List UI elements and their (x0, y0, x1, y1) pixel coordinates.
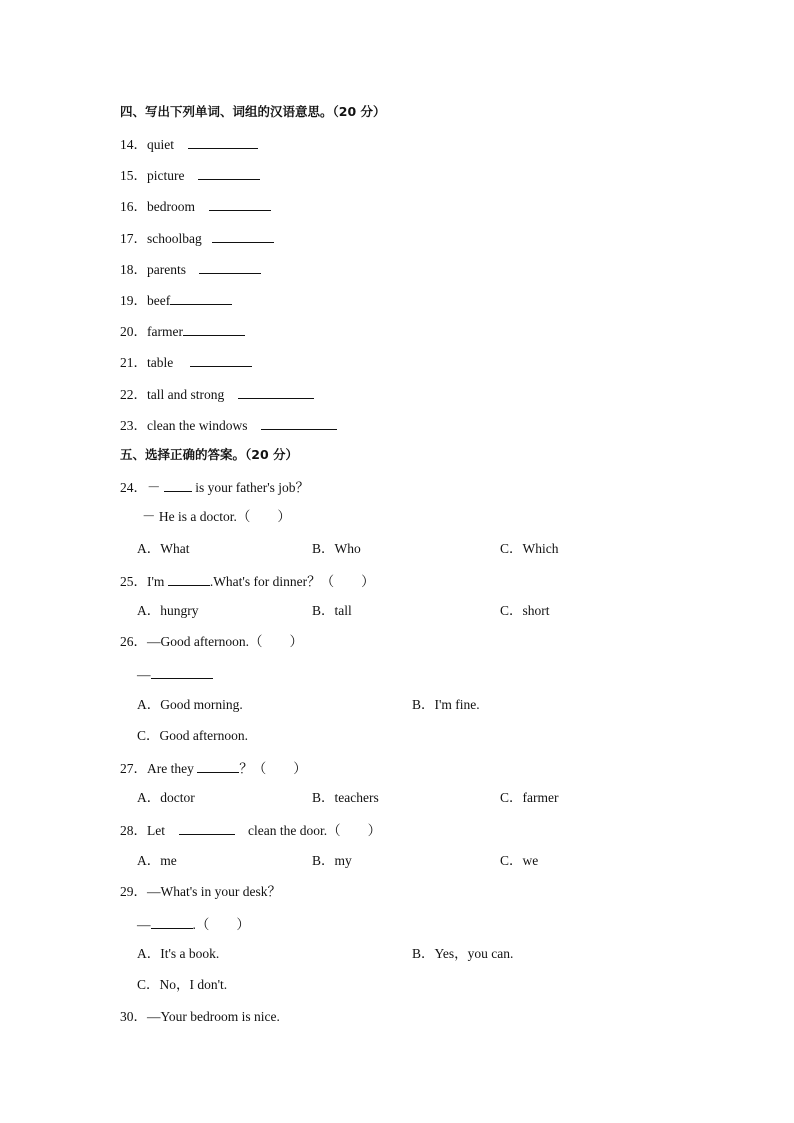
q16 (120, 197, 271, 215)
q29-num: 29． (120, 884, 147, 899)
q16-word: bedroom (147, 199, 195, 214)
q28-option-c[interactable]: C．we (500, 853, 539, 868)
q26 (120, 634, 303, 650)
q29-blank[interactable] (151, 915, 193, 929)
q26-blank[interactable] (151, 665, 213, 679)
q27 (120, 759, 307, 777)
q28-option-b[interactable]: B．my (312, 853, 352, 868)
q30-text: —Your bedroom is nice. (147, 1009, 280, 1024)
q15 (120, 166, 260, 184)
q20-blank[interactable] (183, 322, 245, 336)
q24-option-b[interactable]: B．Who (312, 541, 361, 556)
q29-answer-line (137, 915, 250, 933)
q25-option-a[interactable]: A．hungry (137, 603, 199, 618)
q28 (120, 821, 381, 839)
q24-blank[interactable] (164, 478, 192, 492)
q22-blank[interactable] (238, 385, 314, 399)
q25 (120, 572, 375, 590)
q16-num: 16． (120, 199, 147, 214)
q29-option-c[interactable]: C．No，I don't. (137, 977, 228, 992)
q15-word: picture (147, 168, 185, 183)
q28-post: clean the door.（ ） (248, 823, 382, 838)
q28-num: 28． (120, 823, 147, 838)
q24-line2: － He is a doctor.（ ） (142, 509, 291, 524)
q25-post: .What's for dinner？（ ） (209, 574, 375, 589)
q24-pre: － (147, 480, 161, 495)
q29-text: —What's in your desk？ (147, 884, 282, 899)
q24-post: is your father's job？ (195, 480, 310, 495)
q17 (120, 229, 274, 247)
q27-blank[interactable] (197, 759, 239, 773)
q26-answer-line (137, 665, 213, 683)
q17-word: schoolbag (147, 231, 202, 246)
q23-blank[interactable] (261, 416, 337, 430)
q21-word: table (147, 355, 174, 370)
q15-blank[interactable] (198, 166, 260, 180)
q22 (120, 385, 314, 403)
q27-post: ？（ ） (239, 761, 307, 776)
q26-dash: — (137, 667, 151, 682)
q28-blank[interactable] (179, 821, 235, 835)
q14-blank[interactable] (188, 135, 258, 149)
q25-num: 25． (120, 574, 147, 589)
q29-option-a[interactable]: A．It's a book. (137, 946, 220, 961)
q28-pre: Let (147, 823, 165, 838)
q18-blank[interactable] (199, 260, 261, 274)
q23-word: clean the windows (147, 418, 248, 433)
q29 (120, 884, 281, 900)
q26-option-b[interactable]: B．I'm fine. (412, 697, 480, 712)
q20 (120, 322, 245, 340)
section-4-title: 四、写出下列单词、词组的汉语意思。（20 分） (120, 104, 386, 119)
q30-num: 30． (120, 1009, 147, 1024)
q26-num: 26． (120, 634, 147, 649)
q14 (120, 135, 258, 153)
q18-num: 18． (120, 262, 147, 277)
q23 (120, 416, 337, 434)
q29-option-b[interactable]: B．Yes，you can. (412, 946, 514, 961)
q27-option-a[interactable]: A．doctor (137, 790, 195, 805)
q28-option-a[interactable]: A．me (137, 853, 177, 868)
q17-blank[interactable] (212, 229, 274, 243)
q25-option-c[interactable]: C．short (500, 603, 550, 618)
q18-word: parents (147, 262, 186, 277)
q24-option-c[interactable]: C．Which (500, 541, 559, 556)
q23-num: 23． (120, 418, 147, 433)
section-5-title: 五、选择正确的答案。（20 分） (120, 447, 298, 462)
q21-num: 21． (120, 355, 147, 370)
q19 (120, 291, 232, 309)
q19-num: 19． (120, 293, 147, 308)
q16-blank[interactable] (209, 197, 271, 211)
q26-option-c[interactable]: C．Good afternoon. (137, 728, 248, 743)
q25-option-b[interactable]: B．tall (312, 603, 352, 618)
q30 (120, 1009, 280, 1025)
q14-num: 14． (120, 137, 147, 152)
q22-num: 22． (120, 387, 147, 402)
q20-word: farmer (147, 324, 183, 339)
q29-post: .（ ） (192, 917, 250, 932)
q25-pre: I'm (147, 574, 165, 589)
q27-num: 27． (120, 761, 147, 776)
q26-option-a[interactable]: A．Good morning. (137, 697, 243, 712)
q22-word: tall and strong (147, 387, 225, 402)
q21-blank[interactable] (190, 353, 252, 367)
q24 (120, 478, 309, 496)
q26-text: —Good afternoon.（ ） (147, 634, 303, 649)
q20-num: 20． (120, 324, 147, 339)
q21 (120, 353, 252, 371)
q25-blank[interactable] (168, 572, 210, 586)
q15-num: 15． (120, 168, 147, 183)
q27-pre: Are they (147, 761, 194, 776)
q27-option-b[interactable]: B．teachers (312, 790, 379, 805)
q24-num: 24． (120, 480, 147, 495)
q17-num: 17． (120, 231, 147, 246)
q19-word: beef (147, 293, 171, 308)
q24-option-a[interactable]: A．What (137, 541, 190, 556)
q19-blank[interactable] (170, 291, 232, 305)
q18 (120, 260, 261, 278)
q14-word: quiet (147, 137, 174, 152)
q29-dash: — (137, 917, 151, 932)
q27-option-c[interactable]: C．farmer (500, 790, 559, 805)
